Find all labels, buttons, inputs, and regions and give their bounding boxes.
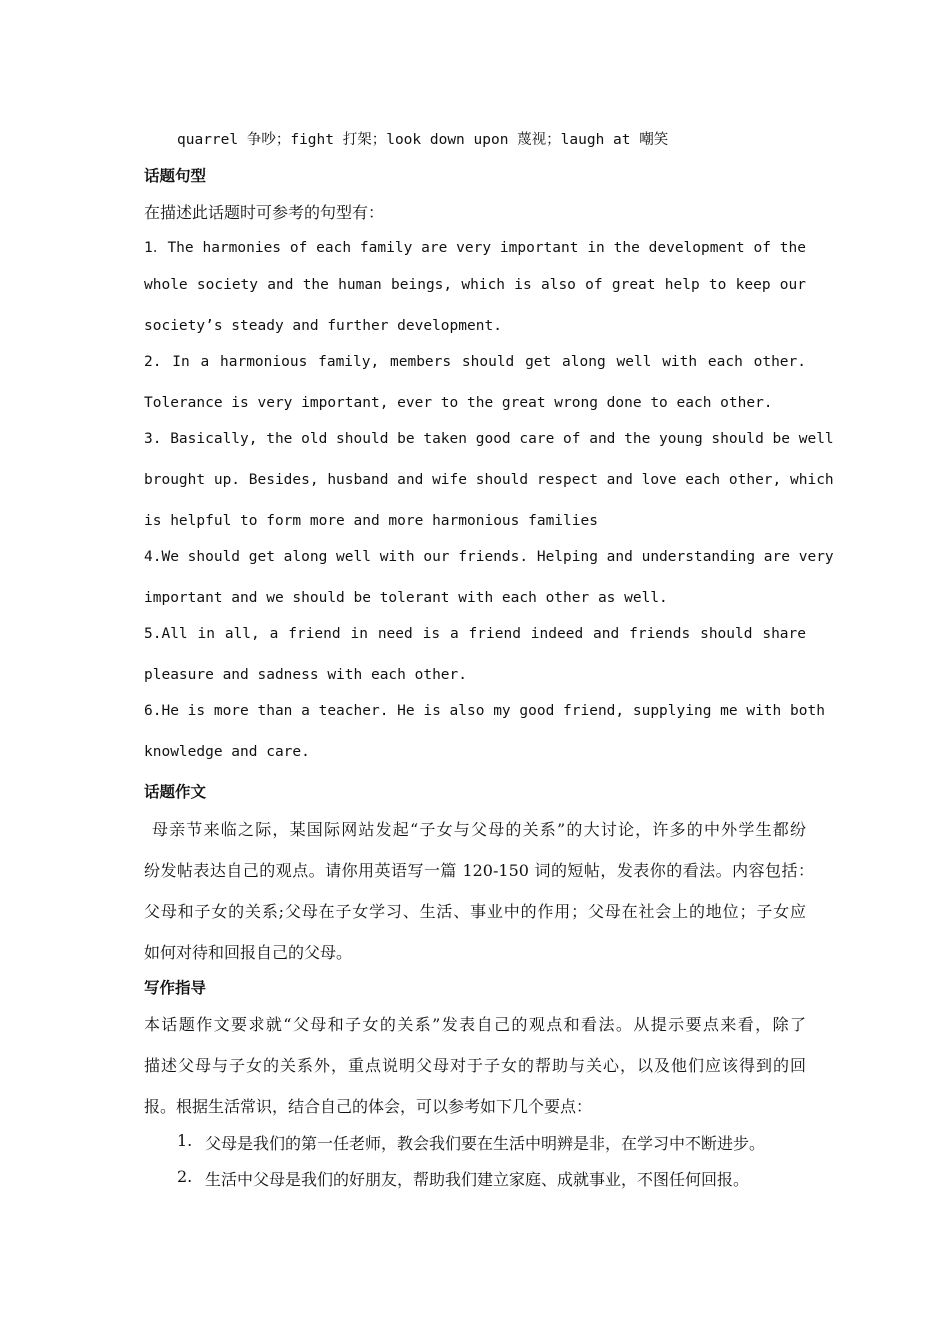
sentence-6-line-2: knowledge and care. bbox=[144, 744, 310, 760]
sentence-3-line-3: is helpful to form more and more harmonious families bbox=[144, 513, 598, 529]
point-number: 2. bbox=[177, 1167, 193, 1186]
sentence-3-line-1: 3. Basically, the old should be taken good care of and the young should be well bbox=[144, 431, 834, 447]
sentence-2-line-1: 2. In a harmonious family, members should get along well with each other. bbox=[144, 354, 806, 370]
heading-topic-essay: 话题作文 bbox=[144, 783, 207, 801]
guide-line-3: 报。根据生活常识，结合自己的体会，可以参考如下几个要点： bbox=[144, 1097, 593, 1116]
heading-topic-sentences: 话题句型 bbox=[144, 167, 207, 185]
sentence-4-line-2: important and we should be tolerant with each other as well. bbox=[144, 590, 668, 606]
essay-prompt-line-1: 母亲节来临之际，某国际网站发起“子女与父母的关系”的大讨论，许多的中外学生都纷 bbox=[152, 820, 806, 839]
topic-sentences-intro: 在描述此话题时可参考的句型有： bbox=[144, 203, 385, 222]
guide-line-1: 本话题作文要求就“父母和子女的关系”发表自己的观点和看法。从提示要点来看，除了 bbox=[144, 1015, 806, 1034]
essay-prompt-line-3: 父母和子女的关系;父母在子女学习、生活、事业中的作用；父母在社会上的地位；子女应 bbox=[144, 902, 806, 921]
sentence-1-line-3: society’s steady and further development. bbox=[144, 318, 502, 334]
guide-line-2: 描述父母与子女的关系外，重点说明父母对于子女的帮助与关心，以及他们应该得到的回 bbox=[144, 1056, 806, 1075]
sentence-4-line-1: 4.We should get along well with our friends. Helping and understanding are very bbox=[144, 549, 834, 565]
essay-prompt-line-4: 如何对待和回报自己的父母。 bbox=[144, 943, 353, 962]
sentence-5-line-2: pleasure and sadness with each other. bbox=[144, 667, 468, 683]
sentence-5-line-1: 5.All in all, a friend in need is a friend indeed and friends should share bbox=[144, 626, 806, 642]
heading-writing-guide: 写作指导 bbox=[144, 979, 207, 997]
sentence-6-line-1: 6.He is more than a teacher. He is also my good friend, supplying me with both bbox=[144, 703, 825, 719]
point-number: 1. bbox=[177, 1131, 193, 1150]
sentence-3-line-2: brought up. Besides, husband and wife should respect and love each other, which bbox=[144, 472, 834, 488]
sentence-1-line-2: whole society and the human beings, which is also of great help to keep our bbox=[144, 277, 806, 293]
point-text: 父母是我们的第一任老师，教会我们要在生活中明辨是非，在学习中不断进步。 bbox=[205, 1134, 766, 1153]
sentence-2-line-2: Tolerance is very important, ever to the great wrong done to each other. bbox=[144, 395, 773, 411]
sentence-1-line-1: 1．The harmonies of each family are very important in the development of the bbox=[144, 240, 806, 256]
vocabulary-line: quarrel 争吵；fight 打架；look down upon 蔑视；laugh at 嘲笑 bbox=[177, 132, 669, 148]
point-text: 生活中父母是我们的好朋友，帮助我们建立家庭、成就事业，不图任何回报。 bbox=[205, 1170, 750, 1189]
essay-prompt-line-2: 纷发帖表达自己的观点。请你用英语写一篇 120-150 词的短帖，发表你的看法。内容包括： bbox=[144, 861, 814, 880]
